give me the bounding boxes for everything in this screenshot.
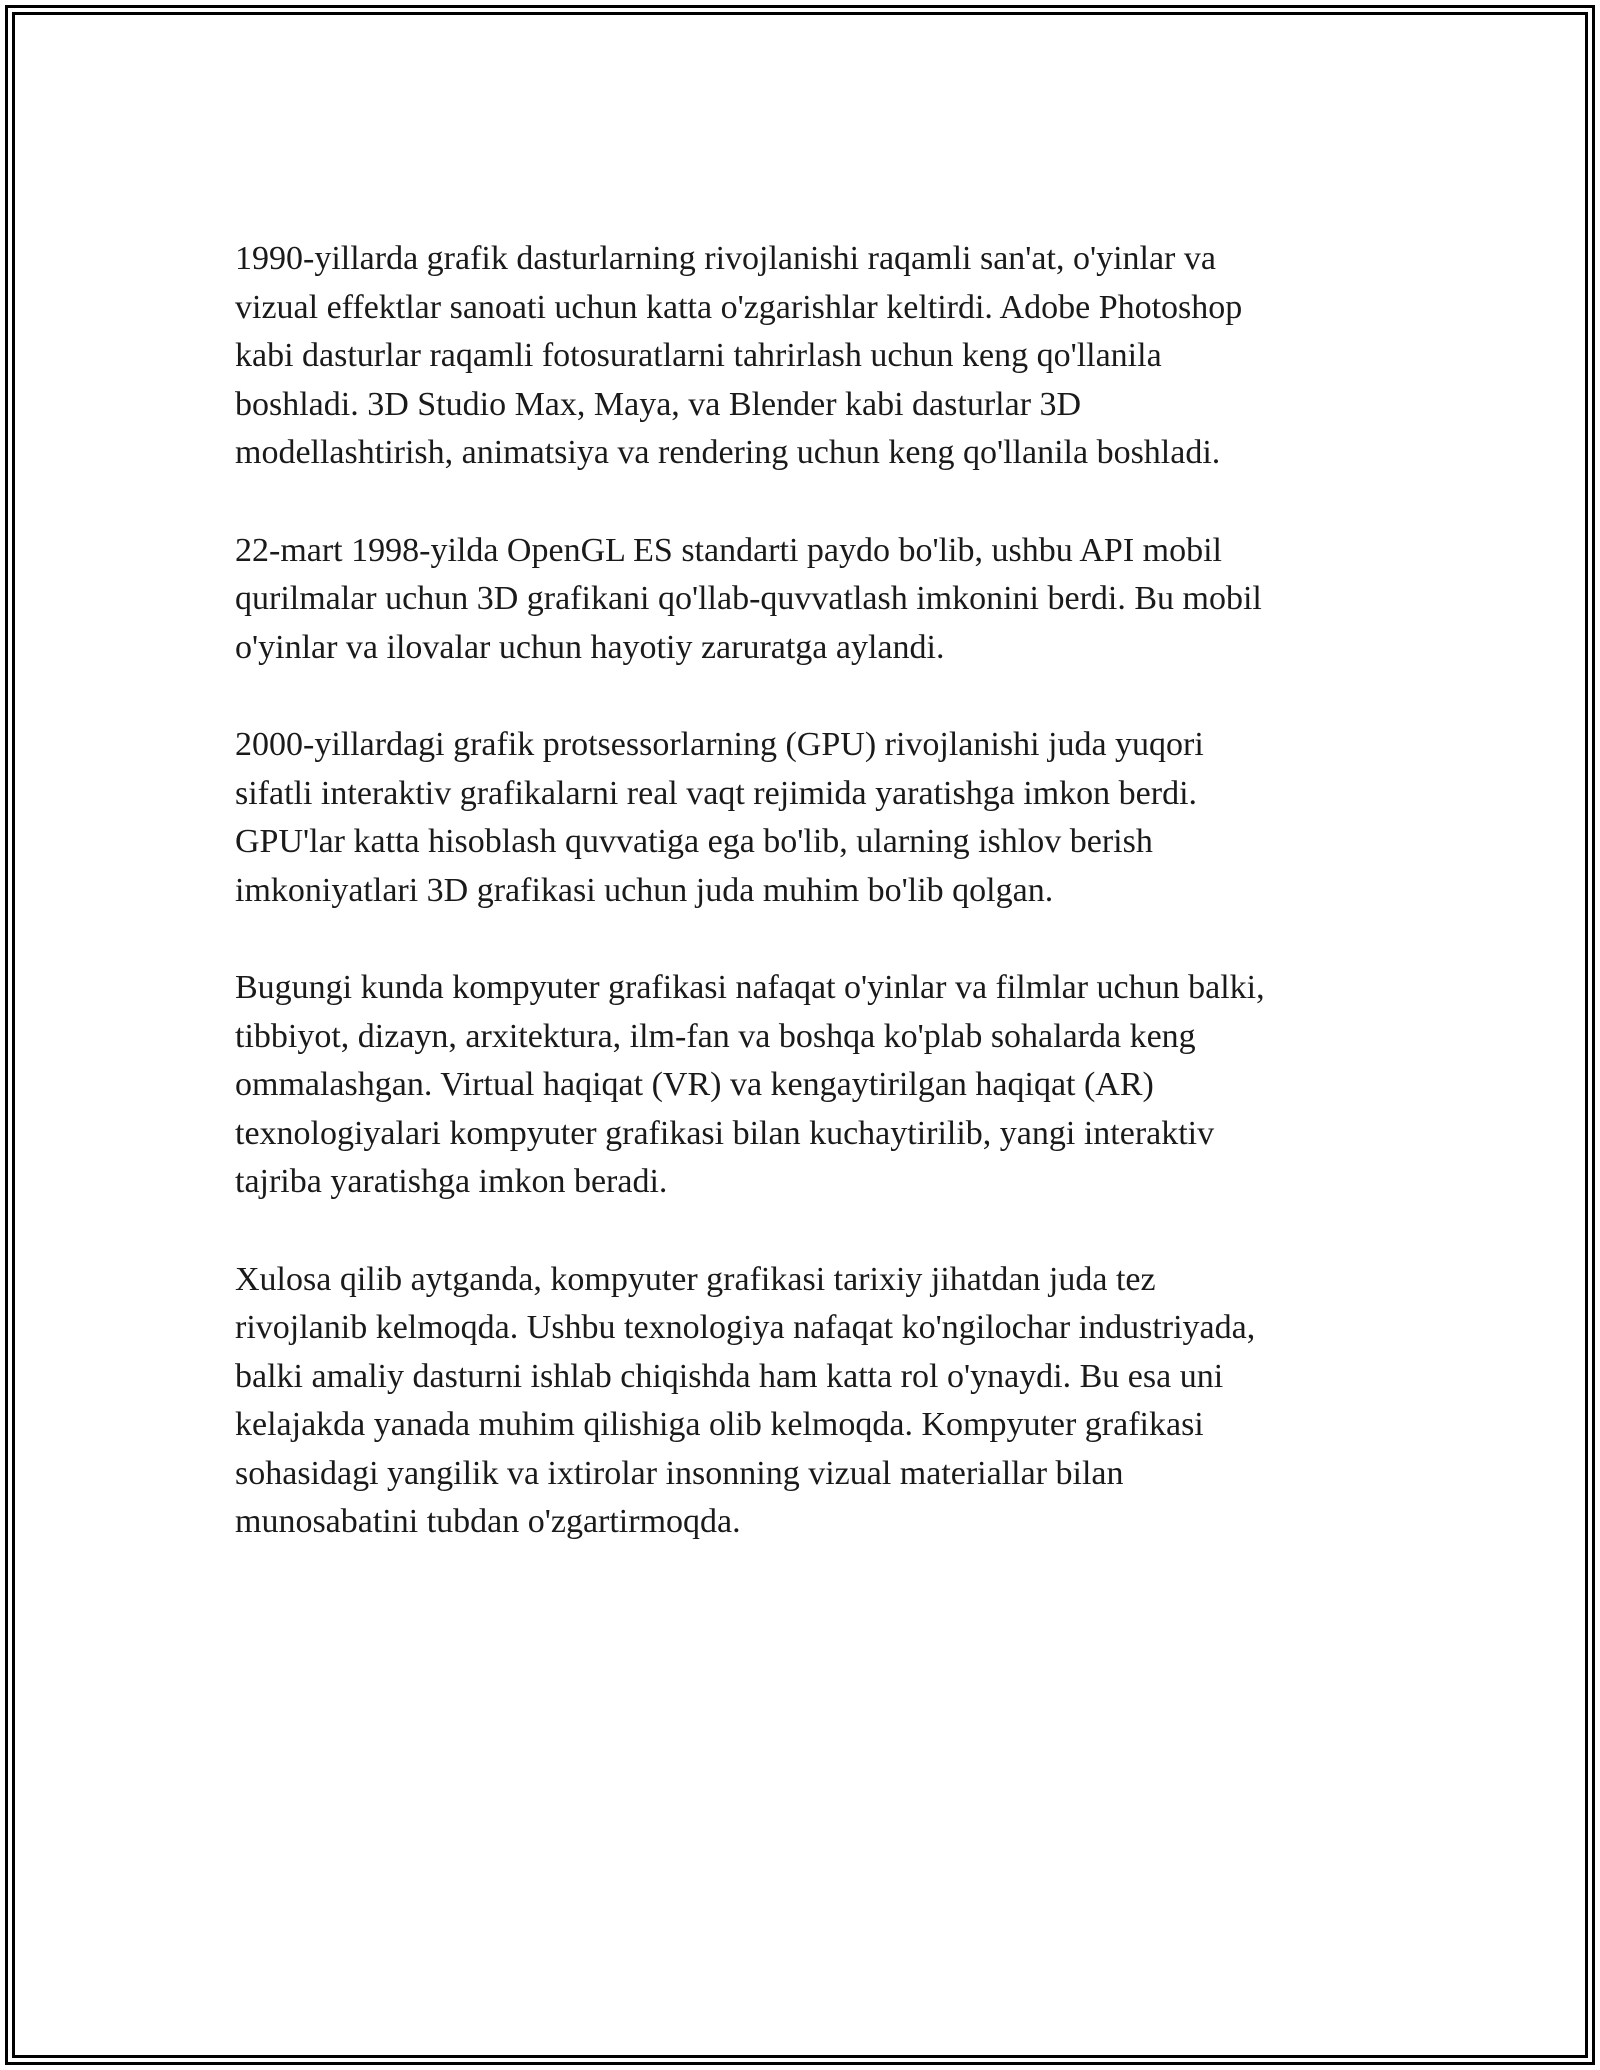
paragraph-4 — [235, 964, 1365, 1207]
text-line: kabi dasturlar raqamli fotosuratlarni tahrirlash uchun keng qo'llanila — [235, 337, 1162, 374]
text-line: Bugungi kunda kompyuter grafikasi nafaqat o'yinlar va filmlar uchun balki, — [235, 969, 1265, 1006]
text-line: sifatli interaktiv grafikalarni real vaqt rejimida yaratishga imkon berdi. — [235, 774, 1198, 812]
text-line: tajriba yaratishga imkon beradi. — [235, 1163, 668, 1200]
paragraph-3 — [235, 721, 1365, 915]
text-line: vizual effektlar sanoati uchun katta o'zgarishlar keltirdi. Adobe Photoshop — [235, 288, 1243, 326]
text-line: boshladi. 3D Studio Max, Maya, va Blender kabi dasturlar 3D — [235, 385, 1082, 423]
text-line: Xulosa qilib aytganda, kompyuter grafikasi tarixiy jihatdan juda tez — [235, 1260, 1156, 1298]
text-line: 2000-yillardagi grafik protsessorlarning (GPU) rivojlanishi juda yuqori — [235, 726, 1204, 763]
text-line: o'yinlar va ilovalar uchun hayotiy zaruratga aylandi. — [235, 628, 945, 666]
paragraph-1 — [235, 235, 1365, 478]
text-line: munosabatini tubdan o'zgartirmoqda. — [235, 1503, 741, 1540]
text-line: rivojlanib kelmoqda. Ushbu texnologiya nafaqat ko'ngilochar industriyada, — [235, 1309, 1256, 1346]
text-line: imkoniyatlari 3D grafikasi uchun juda muhim bo'lib qolgan. — [235, 871, 1054, 909]
text-line: balki amaliy dasturni ishlab chiqishda ham katta rol o'ynaydi. Bu esa uni — [235, 1357, 1224, 1395]
text-line: sohasidagi yangilik va ixtirolar insonning vizual materiallar bilan — [235, 1454, 1124, 1492]
text-line: kelajakda yanada muhim qilishiga olib kelmoqda. Kompyuter grafikasi — [235, 1406, 1204, 1443]
text-line: qurilmalar uchun 3D grafikani qo'llab-quvvatlash imkonini berdi. Bu mobil — [235, 580, 1262, 617]
paragraph-2 — [235, 527, 1365, 673]
text-line: tibbiyot, dizayn, arxitektura, ilm-fan va boshqa ko'plab sohalarda keng — [235, 1017, 1196, 1055]
text-line: 1990-yillarda grafik dasturlarning rivojlanishi raqamli san'at, o'yinlar va — [235, 240, 1216, 277]
text-line: GPU'lar katta hisoblash quvvatiga ega bo'lib, ularning ishlov berish — [235, 823, 1153, 860]
document-body — [235, 235, 1365, 1596]
text-line: ommalashgan. Virtual haqiqat (VR) va kengaytirilgan haqiqat (AR) — [235, 1066, 1154, 1103]
paragraph-5 — [235, 1256, 1365, 1547]
text-line: modellashtirish, animatsiya va rendering uchun keng qo'llanila boshladi. — [235, 434, 1221, 471]
text-line: texnologiyalari kompyuter grafikasi bilan kuchaytirilib, yangi interaktiv — [235, 1114, 1215, 1152]
text-line: 22-mart 1998-yilda OpenGL ES standarti paydo bo'lib, ushbu API mobil — [235, 531, 1222, 569]
